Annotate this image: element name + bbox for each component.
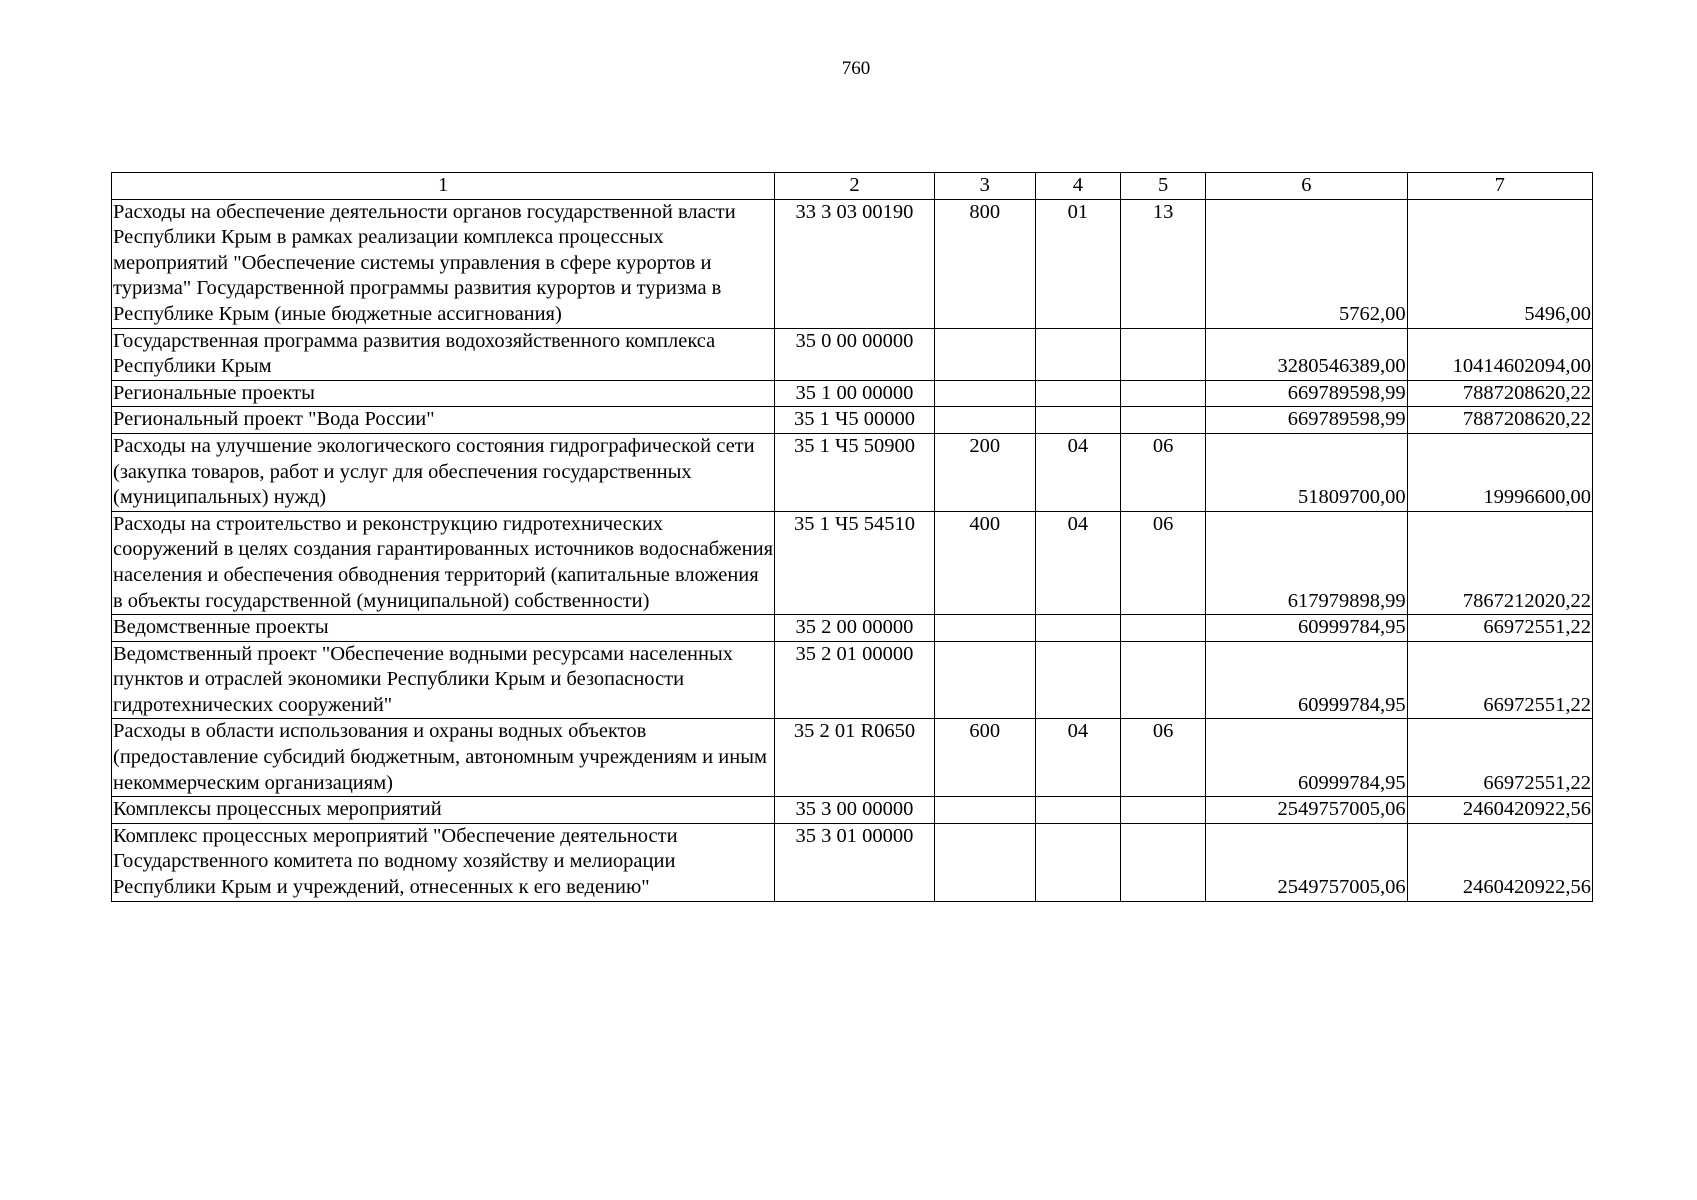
budget-table (111, 172, 1593, 902)
expense-type-cell: 200 (934, 433, 1035, 511)
amount-year1-cell: 669789598,99 (1206, 407, 1407, 434)
row-name-cell: Региональные проекты (112, 380, 775, 407)
expense-type-cell (934, 641, 1035, 719)
target-article-cell: 35 2 01 00000 (775, 641, 934, 719)
row-name-cell: Комплексы процессных мероприятий (112, 797, 775, 824)
column-header: 7 (1407, 173, 1592, 200)
amount-year2-cell: 7867212020,22 (1407, 511, 1592, 614)
target-article-cell: 35 2 01 R0650 (775, 719, 934, 797)
row-name-cell: Государственная программа развития водохозяйственного комплекса Республики Крым (112, 328, 775, 380)
section-cell: 01 (1035, 199, 1120, 328)
section-cell (1035, 823, 1120, 901)
subsection-cell: 06 (1121, 511, 1206, 614)
target-article-cell: 33 3 03 00190 (775, 199, 934, 328)
target-article-cell: 35 3 01 00000 (775, 823, 934, 901)
column-header: 2 (775, 173, 934, 200)
table-row (112, 328, 1593, 380)
section-cell (1035, 615, 1120, 642)
target-article-cell: 35 1 00 00000 (775, 380, 934, 407)
subsection-cell (1121, 407, 1206, 434)
expense-type-cell (934, 328, 1035, 380)
page-number: 760 (841, 58, 871, 79)
amount-year1-cell: 2549757005,06 (1206, 823, 1407, 901)
subsection-cell (1121, 380, 1206, 407)
column-header: 3 (934, 173, 1035, 200)
amount-year1-cell: 669789598,99 (1206, 380, 1407, 407)
target-article-cell: 35 1 Ч5 00000 (775, 407, 934, 434)
amount-year2-cell: 10414602094,00 (1407, 328, 1592, 380)
row-name-cell: Региональный проект "Вода России" (112, 407, 775, 434)
table-row (112, 407, 1593, 434)
amount-year2-cell: 7887208620,22 (1407, 380, 1592, 407)
expense-type-cell (934, 407, 1035, 434)
amount-year2-cell: 2460420922,56 (1407, 823, 1592, 901)
amount-year2-cell: 66972551,22 (1407, 615, 1592, 642)
row-name-cell: Ведомственные проекты (112, 615, 775, 642)
expense-type-cell (934, 797, 1035, 824)
column-header: 1 (112, 173, 775, 200)
table-header-row (112, 173, 1593, 200)
amount-year1-cell: 60999784,95 (1206, 719, 1407, 797)
amount-year2-cell: 7887208620,22 (1407, 407, 1592, 434)
target-article-cell: 35 2 00 00000 (775, 615, 934, 642)
amount-year1-cell: 60999784,95 (1206, 641, 1407, 719)
row-name-cell: Расходы в области использования и охраны водных объектов (предоставление субсидий бюджетным, автономным учреждениям и иным некоммерческим организациям) (112, 719, 775, 797)
table-row (112, 641, 1593, 719)
expense-type-cell: 600 (934, 719, 1035, 797)
amount-year2-cell: 66972551,22 (1407, 719, 1592, 797)
section-cell (1035, 797, 1120, 824)
expense-type-cell (934, 823, 1035, 901)
expense-type-cell (934, 380, 1035, 407)
amount-year1-cell: 2549757005,06 (1206, 797, 1407, 824)
subsection-cell (1121, 823, 1206, 901)
subsection-cell (1121, 615, 1206, 642)
section-cell: 04 (1035, 719, 1120, 797)
subsection-cell: 06 (1121, 433, 1206, 511)
section-cell (1035, 328, 1120, 380)
table-row (112, 797, 1593, 824)
table-row (112, 823, 1593, 901)
row-name-cell: Расходы на улучшение экологического состояния гидрографической сети (закупка товаров, работ и услуг для обеспечения государственных (муниципальных) нужд) (112, 433, 775, 511)
column-header: 6 (1206, 173, 1407, 200)
amount-year2-cell: 19996600,00 (1407, 433, 1592, 511)
row-name-cell: Комплекс процессных мероприятий "Обеспечение деятельности Государственного комитета по водному хозяйству и мелиорации Республики Крым и учреждений, отнесенных к его ведению" (112, 823, 775, 901)
expense-type-cell (934, 615, 1035, 642)
table-row (112, 719, 1593, 797)
target-article-cell: 35 3 00 00000 (775, 797, 934, 824)
expense-type-cell: 400 (934, 511, 1035, 614)
section-cell: 04 (1035, 511, 1120, 614)
row-name-cell: Расходы на обеспечение деятельности органов государственной власти Республики Крым в рамках реализации комплекса процессных мероприятий "Обеспечение системы управления в сфере курортов и туризма" Государственной программы развития курортов и туризма в Республике Крым (иные бюджетные ассигнования) (112, 199, 775, 328)
subsection-cell (1121, 328, 1206, 380)
column-header: 4 (1035, 173, 1120, 200)
subsection-cell: 13 (1121, 199, 1206, 328)
section-cell (1035, 380, 1120, 407)
target-article-cell: 35 0 00 00000 (775, 328, 934, 380)
section-cell (1035, 641, 1120, 719)
section-cell (1035, 407, 1120, 434)
column-header: 5 (1121, 173, 1206, 200)
amount-year1-cell: 3280546389,00 (1206, 328, 1407, 380)
amount-year1-cell: 51809700,00 (1206, 433, 1407, 511)
expense-type-cell: 800 (934, 199, 1035, 328)
amount-year2-cell: 2460420922,56 (1407, 797, 1592, 824)
amount-year1-cell: 5762,00 (1206, 199, 1407, 328)
amount-year1-cell: 60999784,95 (1206, 615, 1407, 642)
amount-year1-cell: 617979898,99 (1206, 511, 1407, 614)
table-row (112, 615, 1593, 642)
row-name-cell: Расходы на строительство и реконструкцию гидротехнических сооружений в целях создания гарантированных источников водоснабжения населения и обеспечения обводнения территорий (капитальные вложения в объекты государственной (муниципальной) собственности) (112, 511, 775, 614)
subsection-cell: 06 (1121, 719, 1206, 797)
subsection-cell (1121, 797, 1206, 824)
section-cell: 04 (1035, 433, 1120, 511)
subsection-cell (1121, 641, 1206, 719)
row-name-cell: Ведомственный проект "Обеспечение водными ресурсами населенных пунктов и отраслей экономики Республики Крым и безопасности гидротехнических сооружений" (112, 641, 775, 719)
table-row (112, 433, 1593, 511)
amount-year2-cell: 66972551,22 (1407, 641, 1592, 719)
amount-year2-cell: 5496,00 (1407, 199, 1592, 328)
table-row (112, 380, 1593, 407)
table-row (112, 511, 1593, 614)
target-article-cell: 35 1 Ч5 54510 (775, 511, 934, 614)
table-row (112, 199, 1593, 328)
target-article-cell: 35 1 Ч5 50900 (775, 433, 934, 511)
